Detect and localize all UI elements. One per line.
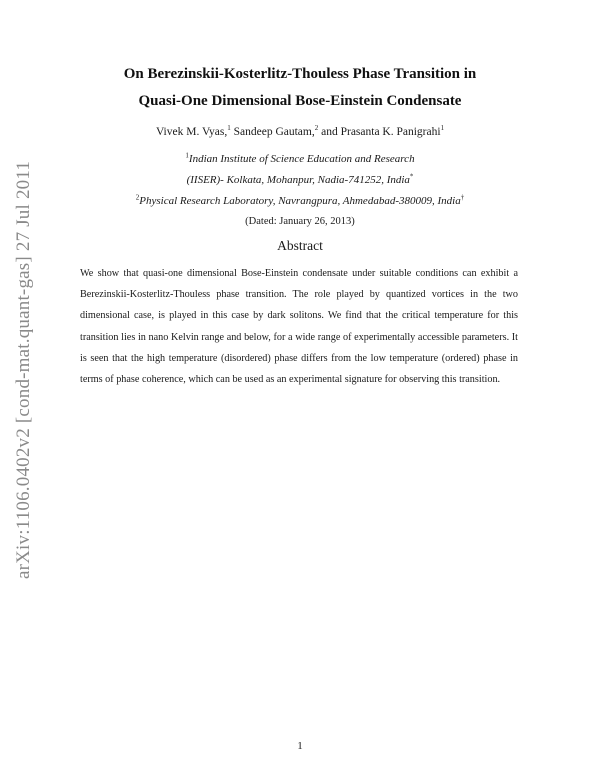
dated-line: (Dated: January 26, 2013) (245, 216, 355, 227)
arxiv-sidebar (12, 150, 36, 590)
affiliation-mark: 2 (135, 193, 140, 202)
author-list (60, 126, 540, 138)
author-affiliation-mark: 2 (314, 124, 319, 133)
affiliation-text: (IISER)- Kolkata, Mohanpur, Nadia-741252, India (186, 174, 410, 186)
affiliation-text: Indian Institute of Science Education and Research (188, 153, 415, 165)
affiliation-1-line-1 (40, 153, 560, 165)
author-affiliation-mark: 1 (440, 124, 445, 133)
abstract-heading: Abstract (277, 238, 323, 253)
title-line-2: Quasi-One Dimensional Bose-Einstein Condensate (138, 93, 462, 109)
abstract-body (80, 263, 518, 390)
author-name: Vivek M. Vyas, (155, 126, 228, 138)
author-name: Sandeep Gautam, (233, 126, 315, 138)
arxiv-identifier: arXiv:1106.0402v2 [cond-mat.quant-gas] 27 Jul 2011 (13, 160, 35, 580)
affiliation-text: Physical Research Laboratory, Navrangpura, Ahmedabad-380009, India (139, 195, 461, 207)
author-name: and Prasanta K. Panigrahi (321, 126, 441, 138)
affiliation-mark: 1 (185, 151, 189, 160)
email-footnote-mark: † (460, 193, 465, 202)
affiliation-1-line-2 (40, 174, 560, 186)
page-number: 1 (297, 740, 303, 752)
title-line-1: On Berezinskii-Kosterlitz-Thouless Phase Transition in (123, 66, 477, 82)
affiliation-2 (40, 195, 560, 207)
abstract-text: We show that quasi-one dimensional Bose-Einstein condensate under suitable conditions can exhibit a Berezinskii-Kosterlitz-Thouless phase transition. The role played by quantized vortices in the two dimensional case, is played in this case by dark solitons. We find that the critical temperature for this transition lies in nano Kelvin range and below, for a wide range of experimentally accessible parameters. It is seen that the high temperature (disordered) phase differs from the low temperature (ordered) phase in terms of phase coherence, which can be used as an experimental signature for observing this transition. (80, 268, 518, 386)
email-footnote-mark: * (409, 172, 414, 181)
author-affiliation-mark: 1 (227, 124, 231, 133)
